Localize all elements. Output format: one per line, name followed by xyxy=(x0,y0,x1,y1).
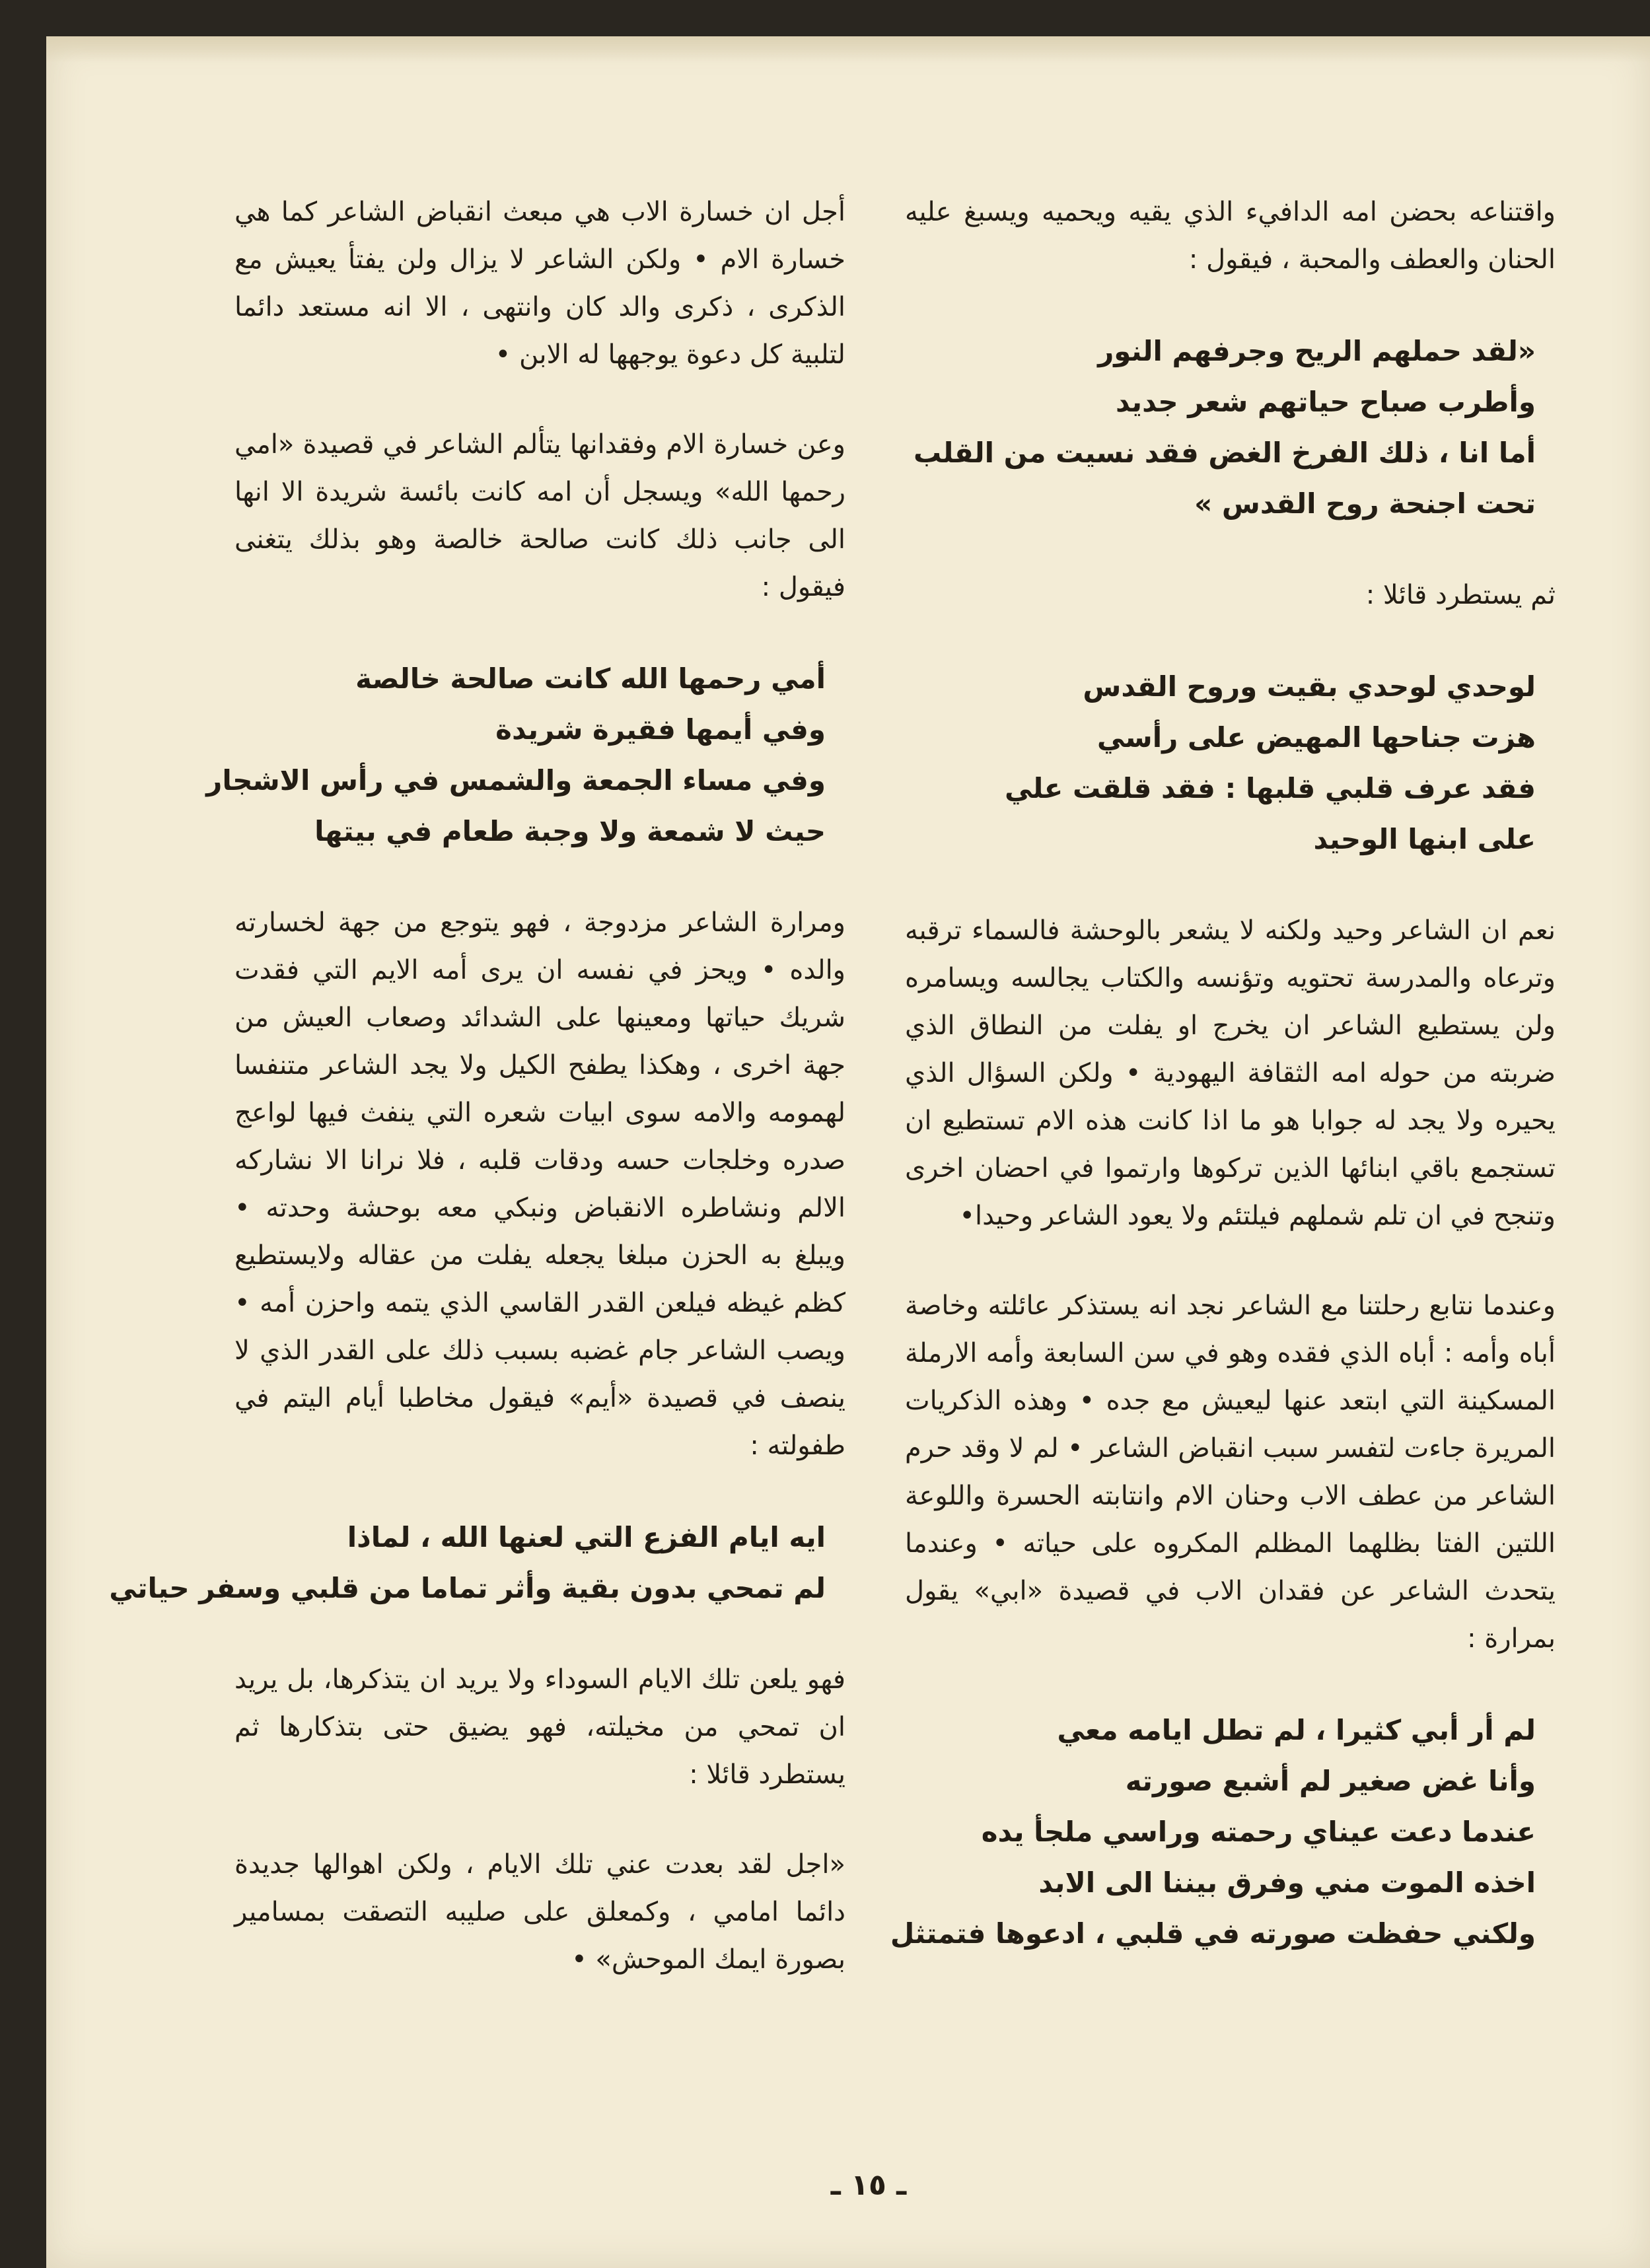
paragraph: واقتناعه بحضن امه الدافيء الذي يقيه ويحميه ويسبغ عليه الحنان والعطف والمحبة ، فيقول : xyxy=(905,197,1556,275)
paragraph: وعندما نتابع رحلتنا مع الشاعر نجد انه يستذكر عائلته وخاصة أباه وأمه : أباه الذي فقده وهو في سن السابعة وأمه الارملة المسكينة التي ابتعد عنها ليعيش مع جده • وهذه الذكريات المريرة جاءت لتفسر سبب انقباض الشاعر • لم لا وقد حرم الشاعر من عطف الاب وحنان الام وانتابته الحسرة واللوعة اللتين الفتا بظلهما المظلم المكروه على حياته • وعندما يتحدث الشاعر عن فقدان الاب في قصيدة «ابي» يقول بمرارة : xyxy=(905,1291,1556,1654)
poem-line: لوحدي لوحدي بقيت وروح القدس xyxy=(1083,670,1536,703)
poem-line: على ابنها الوحيد xyxy=(1313,823,1536,855)
poem-line: وأنا غض صغير لم أشبع صورته xyxy=(1125,1765,1536,1797)
paragraph: ومرارة الشاعر مزدوجة ، فهو يتوجع من جهة لخسارته والده • ويحز في نفسه ان يرى أمه الايم التي فقدت شريك حياتها ومعينها على الشدائد وصعاب العيش من جهة اخرى ، وهكذا يطفح الكيل ولا يجد الشاعر متنفسا لهمومه والامه سوى ابيات شعره التي ينفث فيها لواعج صدره وخلجات حسه ودقات قلبه ، فلا نرانا الا نشاركه الالم ونشاطره الانقباض ونبكي معه بوحشة وحدته • ويبلغ به الحزن مبلغا يجعله يفلت من عقاله ولايستطيع كظم غيظه فيلعن القدر القاسي الذي يتمه واحزن أمه • ويصب الشاعر جام غضبه بسبب ذلك على القدر الذي لا ينصف في قصيدة «أيم» فيقول مخاطبا أيام اليتم في طفولته : xyxy=(234,907,845,1461)
paragraph: فهو يلعن تلك الايام السوداء ولا يريد ان يتذكرها، بل يريد ان تمحي من مخيلته، فهو يضيق حتى بتذكارها ثم يستطرد قائلا : xyxy=(234,1664,845,1790)
poem-line: لم أر أبي كثيرا ، لم تطل ايامه معي xyxy=(1057,1714,1536,1746)
poem-quote xyxy=(905,326,1556,529)
poem-quote xyxy=(890,1705,1556,1959)
poem-line: اخذه الموت مني وفرق بيننا الى الابد xyxy=(1038,1866,1536,1899)
poem-line: وفي أيمها فقيرة شريدة xyxy=(495,713,826,746)
right-column xyxy=(890,188,1556,2001)
poem-line: أمي رحمها الله كانت صالحة خالصة xyxy=(355,662,826,695)
paragraph: ثم يستطرد قائلا : xyxy=(1365,580,1556,610)
poem-line: هزت جناحها المهيض على رأسي xyxy=(1096,721,1536,754)
poem-quote xyxy=(905,661,1556,865)
poem-line: أما انا ، ذلك الفرخ الغض فقد نسيت من القلب xyxy=(914,437,1536,469)
left-column xyxy=(109,188,845,2026)
poem-line: «لقد حملهم الريح وجرفهم النور xyxy=(1098,335,1536,367)
paragraph: وعن خسارة الام وفقدانها يتألم الشاعر في قصيدة «امي رحمها الله» ويسجل أن امه كانت بائسة شريدة الا انها الى جانب ذلك كانت صالحة خالصة وهو بذلك يتغنى فيقول : xyxy=(234,429,845,602)
poem-line: ولكني حفظت صورته في قلبي ، ادعوها فتمتثل xyxy=(890,1917,1536,1950)
poem-line: حيث لا شمعة ولا وجبة طعام في بيتها xyxy=(314,815,826,847)
poem-line: لم تمحي بدون بقية وأثر تماما من قلبي وسفر حياتي xyxy=(109,1572,826,1604)
page-number: ـ ١٥ ـ xyxy=(830,2168,907,2202)
document-page xyxy=(46,36,1650,2268)
poem-line: فقد عرف قلبي قلبها : فقد قلقت علي xyxy=(1005,772,1536,804)
poem-line: عندما دعت عيناي رحمته وراسي ملجأ يده xyxy=(981,1816,1536,1848)
paragraph: «اجل لقد بعدت عني تلك الايام ، ولكن اهوالها جديدة دائما امامي ، وكمعلق على صليبه التصقت بمسامير بصورة ايمك الموحش» • xyxy=(234,1849,845,1975)
paragraph: نعم ان الشاعر وحيد ولكنه لا يشعر بالوحشة فالسماء ترقبه وترعاه والمدرسة تحتويه وتؤنسه والكتاب يجالسه ويسامره ولن يستطيع الشاعر ان يخرج او يفلت من النطاق الذي ضربته من حوله امه الثقافة اليهودية • ولكن السؤال الذي يحيره ولا يجد له جوابا هو ما اذا كانت هذه الام تستطيع ان تستجمع باقي ابنائها الذين تركوها وارتموا في احضان اخرى وتنجح في ان تلم شملهم فيلتئم ولا يعود الشاعر وحيدا• xyxy=(905,915,1556,1231)
poem-quote xyxy=(109,1512,845,1613)
poem-line: وفي مساء الجمعة والشمس في رأس الاشجار xyxy=(206,764,826,797)
poem-line: تحت اجنحة روح القدس » xyxy=(1194,487,1536,520)
poem-line: ايه ايام الفزع التي لعنها الله ، لماذا xyxy=(347,1521,826,1553)
poem-line: وأطرب صباح حياتهم شعر جديد xyxy=(1116,386,1536,418)
poem-quote xyxy=(206,653,845,857)
paragraph: أجل ان خسارة الاب هي مبعث انقباض الشاعر كما هي خسارة الام • ولكن الشاعر لا يزال ولن يفتأ يعيش مع الذكرى ، ذكرى والد كان وانتهى ، الا انه مستعد دائما لتلبية كل دعوة يوجهها له الابن • xyxy=(234,197,845,370)
